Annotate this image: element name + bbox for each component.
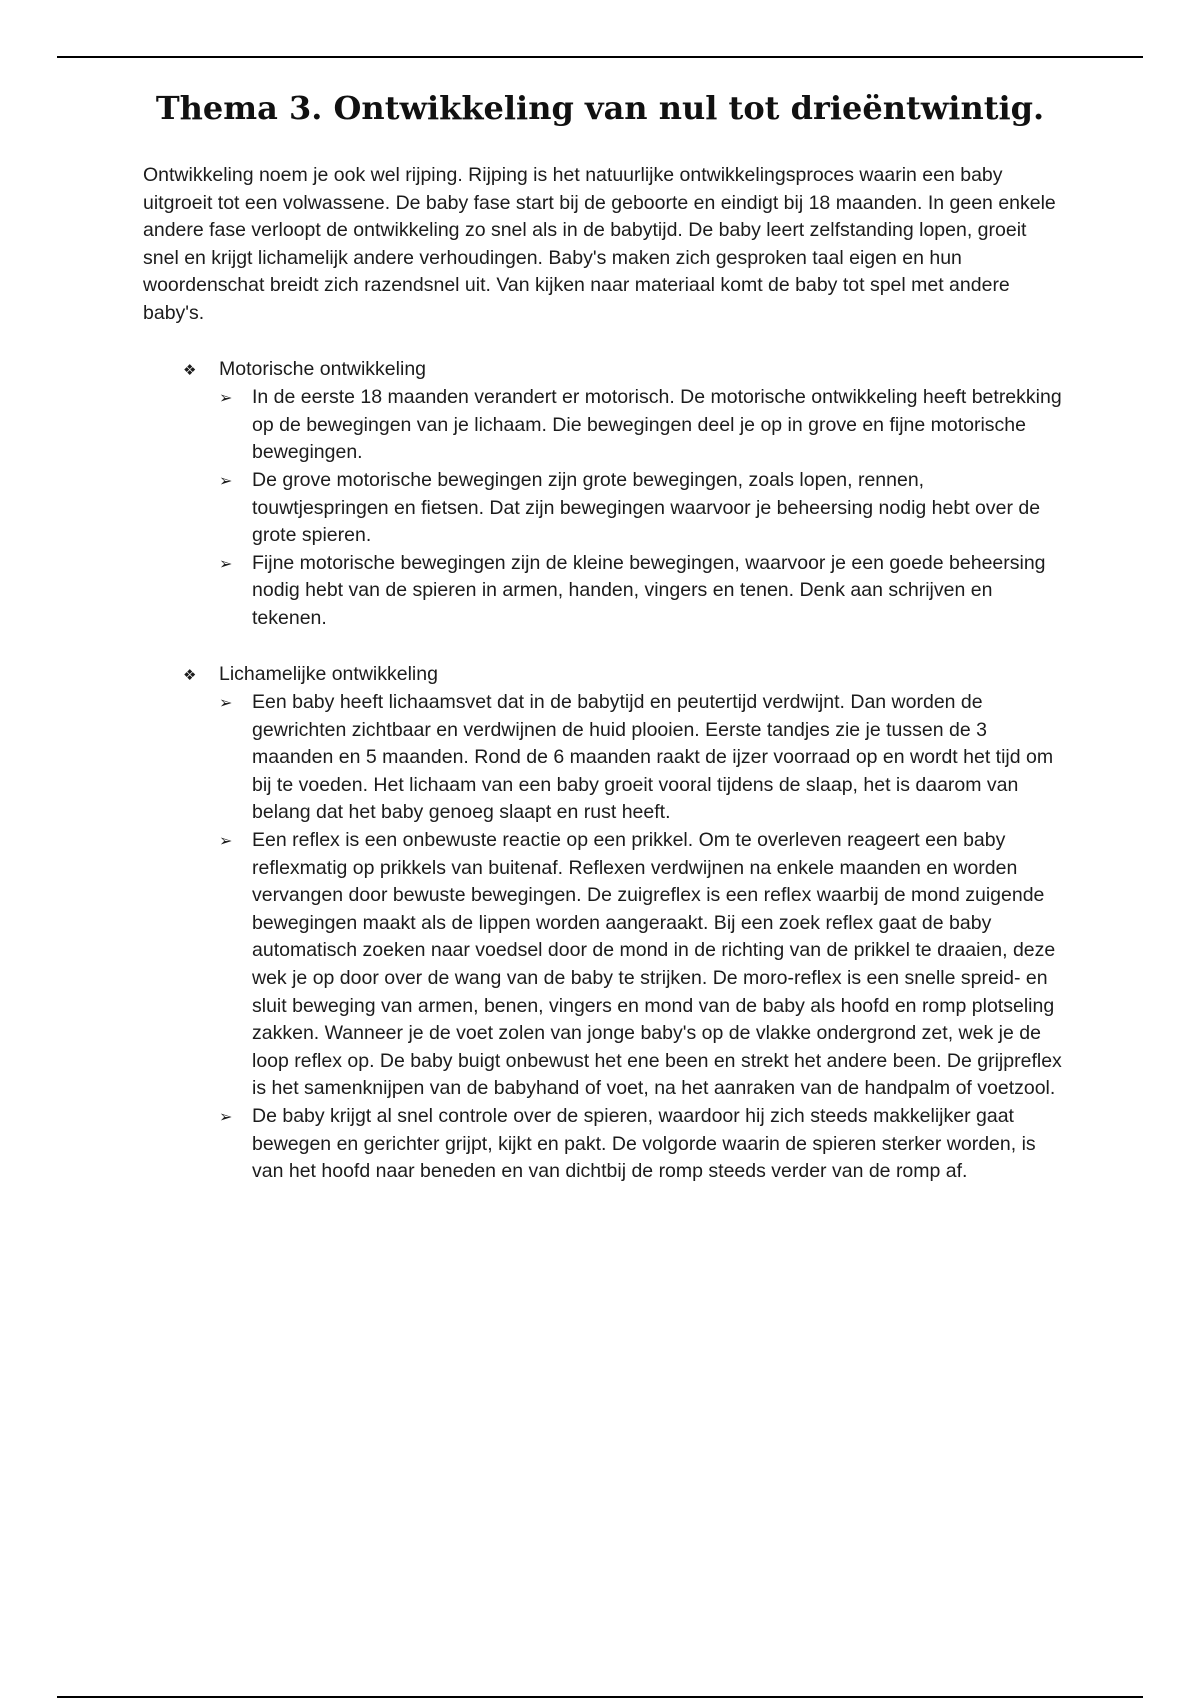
list-item [219, 384, 1063, 467]
footer-rule [57, 1696, 1143, 1698]
list-item [219, 827, 1063, 1103]
section-title: Lichamelijke ontwikkeling [219, 662, 438, 685]
list-item-text: Een baby heeft lichaamsvet dat in de babytijd en peutertijd verdwijnt. Dan worden de gewrichten zichtbaar en verdwijnen de huid plooien. Eerste tandjes zie je tussen de 3 maanden en 5 maanden. Rond de 6 maanden raakt de ijzer voorraad op en wordt het tijd om bij te voeden. Het lichaam van een baby groeit vooral tijdens de slaap, het is daarom van belang dat het baby genoeg slaapt en rust heeft. [252, 691, 1054, 824]
arrow-bullet-icon: ➢ [219, 1107, 233, 1126]
section-heading [183, 356, 1063, 385]
list-item [219, 550, 1063, 633]
list-item [219, 467, 1063, 550]
header-rule [57, 56, 1143, 58]
list-item-text: In de eerste 18 maanden verandert er motorisch. De motorische ontwikkeling heeft betrekking op de bewegingen van je lichaam. Die bewegingen deel je op in grove en fijne motorische bewegingen. [252, 386, 1062, 464]
page-title: Thema 3. Ontwikkeling van nul tot drieëntwintig. [155, 89, 1045, 127]
bullet-list [183, 384, 1063, 632]
section-motorische-ontwikkeling [183, 356, 1063, 633]
intro-paragraph: Ontwikkeling noem je ook wel rijping. Rijping is het natuurlijke ontwikkelingsproces waarin een baby uitgroeit tot een volwassene. De baby fase start bij de geboorte en eindigt bij 18 maanden. In geen enkele andere fase verloopt de ontwikkeling zo snel als in de babytijd. De baby leert zelfstanding lopen, groeit snel en krijgt lichamelijk andere verhoudingen. Baby's maken zich gesproken taal eigen en hun woordenschat breidt zich razendsnel uit. Van kijken naar materiaal komt de baby tot spel met andere baby's. [143, 164, 1056, 324]
bullet-list [183, 689, 1063, 1186]
arrow-bullet-icon: ➢ [219, 388, 233, 408]
section-heading [183, 661, 1063, 690]
diamond-bullet-icon: ❖ [183, 360, 197, 379]
list-item [219, 1103, 1063, 1186]
arrow-bullet-icon: ➢ [219, 831, 233, 851]
list-item-text: De baby krijgt al snel controle over de spieren, waardoor hij zich steeds makkelijker gaat bewegen en gerichter grijpt, kijkt en pakt. De volgorde waarin de spieren sterker worden, is van het hoofd naar beneden en van dichtbij de romp steeds verder van de romp af. [252, 1105, 1036, 1183]
list-item-text: Een reflex is een onbewuste reactie op een prikkel. Om te overleven reageert een baby reflexmatig op prikkels van buitenaf. Reflexen verdwijnen na enkele maanden en worden vervangen door bewuste bewegingen. De zuigreflex is een reflex waarbij de mond zuigende bewegingen maakt als de lippen worden aangeraakt. Bij een zoek reflex gaat de baby automatisch zoeken naar voedsel door de mond in de richting van de prikkel te draaien, deze wek je op door over de wang van de baby te strijken. De moro-reflex is een snelle spreid- en sluit beweging van armen, benen, vingers en mond van de baby als hoofd en romp plotseling zakken. Wanneer je de voet zolen van jonge baby's op de vlakke ondergrond zet, wek je de loop reflex op. De baby buigt onbewust het ene been en strekt het andere been. De grijpreflex is het samenknijpen van de babyhand of voet, na het aanraken van de handpalm of voetzool. [252, 829, 1062, 1100]
list-item-text: De grove motorische bewegingen zijn grote bewegingen, zoals lopen, rennen, touwtjespringen en fietsen. Dat zijn bewegingen waarvoor je beheersing nodig hebt over de grote spieren. [252, 468, 1041, 547]
section-lichamelijke-ontwikkeling [183, 661, 1063, 1186]
arrow-bullet-icon: ➢ [219, 553, 233, 573]
arrow-bullet-icon: ➢ [219, 470, 233, 490]
arrow-bullet-icon: ➢ [219, 693, 233, 713]
list-item-text: Fijne motorische bewegingen zijn de kleine bewegingen, waarvoor je een goede beheersing nodig hebt van de spieren in armen, handen, vingers en tenen. Denk aan schrijven en tekenen. [252, 551, 1046, 629]
list-item [219, 689, 1063, 827]
diamond-bullet-icon: ❖ [183, 665, 197, 684]
section-title: Motorische ontwikkeling [219, 357, 427, 380]
document-body [143, 162, 1063, 1214]
